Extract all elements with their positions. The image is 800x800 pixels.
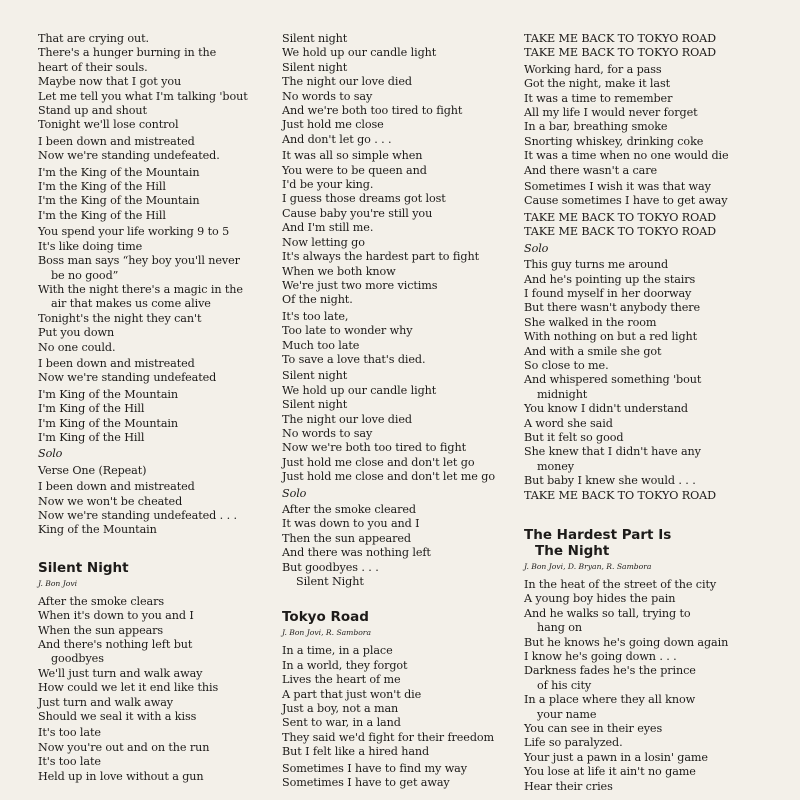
- lyric-line: Solo: [524, 241, 549, 255]
- song-title-line: Silent Night: [38, 559, 129, 576]
- lyric-line: She walked in the room: [524, 315, 657, 329]
- lyric-line: Just hold me close: [282, 118, 384, 132]
- lyric-line: Now you're out and on the run: [38, 740, 210, 754]
- lyric-stanza: [38, 447, 268, 461]
- lyric-line: King of the Mountain: [38, 523, 157, 537]
- lyric-line: You were to be queen and: [282, 163, 427, 177]
- songwriter-credit: J. Bon Jovi: [38, 578, 78, 588]
- lyric-stanza: [38, 135, 268, 164]
- lyric-line: A word she said: [524, 416, 613, 430]
- lyric-line: But I felt like a hired hand: [282, 745, 430, 759]
- lyric-line: In a place where they all know: [524, 693, 696, 707]
- lyric-line: Put you down: [38, 326, 115, 340]
- song-section: [282, 609, 512, 790]
- lyric-stanza: [282, 369, 512, 484]
- lyric-line: Snorting whiskey, drinking coke: [524, 134, 704, 148]
- lyric-line: It was a time when no one would die: [524, 149, 729, 163]
- lyric-line: I'd be your king.: [282, 178, 374, 192]
- lyric-line: Now we're both too tired to fight: [282, 441, 466, 455]
- lyric-line: Just hold me close and don't let me go: [282, 470, 495, 484]
- lyric-line: After the smoke cleared: [282, 503, 416, 516]
- lyric-line: Working hard, for a pass: [524, 62, 662, 76]
- lyric-line: It was down to you and I: [282, 517, 420, 531]
- lyric-stanza: [282, 149, 512, 307]
- lyric-line: Silent Night: [296, 575, 364, 589]
- lyric-line: TAKE ME BACK TO TOKYO ROAD: [524, 488, 717, 502]
- lyric-line: It's too late: [38, 726, 101, 740]
- lyric-line: TAKE ME BACK TO TOKYO ROAD: [524, 210, 717, 224]
- lyric-line: Let me tell you what I'm talking 'bout: [38, 89, 248, 103]
- song-title-line: The Night: [535, 543, 610, 559]
- lyric-line: In a time, in a place: [282, 644, 393, 658]
- lyric-line: Silent night: [282, 32, 348, 45]
- lyric-line: It's too late,: [282, 309, 349, 323]
- lyric-line: Silent night: [282, 369, 348, 383]
- lyrics-section: [282, 32, 512, 589]
- lyric-line: And we're both too tired to fight: [282, 104, 463, 118]
- lyric-line: I'm King of the Hill: [38, 402, 145, 416]
- lyric-line: A part that just won't die: [282, 687, 422, 701]
- lyric-line: Held up in love without a gun: [38, 769, 204, 783]
- lyric-line: I'm King of the Mountain: [38, 416, 178, 430]
- lyric-line: When the sun appears: [38, 623, 164, 637]
- lyrics-section: [524, 32, 769, 503]
- lyric-stanza: [524, 211, 769, 240]
- lyric-line: Your just a pawn in a losin' game: [524, 750, 708, 764]
- lyric-line: Hear their cries: [524, 779, 613, 793]
- lyric-line: TAKE ME BACK TO TOKYO ROAD: [524, 46, 717, 60]
- lyric-line: Just a boy, not a man: [282, 702, 399, 716]
- lyric-line: your name: [537, 707, 597, 721]
- lyric-line: Life so paralyzed.: [524, 736, 623, 750]
- lyric-stanza: [524, 32, 769, 61]
- lyric-line: In a bar, breathing smoke: [524, 120, 668, 134]
- lyric-line: Just hold me close and don't let go: [282, 455, 475, 469]
- lyric-line: You can see in their eyes: [524, 722, 663, 736]
- lyric-line: She knew that I didn't have any: [524, 445, 701, 459]
- lyric-line: And there was nothing left: [282, 546, 431, 560]
- lyric-stanza: [38, 464, 268, 478]
- lyrics-column-2: [282, 32, 512, 793]
- lyric-line: With nothing on but a red light: [524, 330, 698, 344]
- lyric-stanza: [524, 63, 769, 178]
- lyrics-column-3: [524, 32, 769, 796]
- lyric-line: But he knows he's going down again: [524, 635, 729, 649]
- lyric-line: We hold up our candle light: [282, 46, 437, 60]
- lyric-line: All my life I would never forget: [524, 106, 698, 120]
- lyric-line: TAKE ME BACK TO TOKYO ROAD: [524, 32, 717, 45]
- lyric-line: You know I didn't understand: [524, 402, 688, 416]
- lyric-stanza: [524, 180, 769, 209]
- lyric-stanza: [282, 503, 512, 589]
- lyric-line: of his city: [537, 678, 592, 692]
- lyric-stanza: [38, 388, 268, 446]
- lyric-stanza: [282, 644, 512, 759]
- lyric-line: Verse One (Repeat): [38, 463, 147, 477]
- lyric-line: So close to me.: [524, 358, 609, 372]
- lyric-line: It's like doing time: [38, 239, 143, 253]
- lyric-line: No words to say: [282, 426, 373, 440]
- lyric-line: It was a time to remember: [524, 91, 673, 105]
- lyric-line: Tonight's the night they can't: [38, 311, 202, 325]
- lyric-line: money: [537, 459, 574, 473]
- lyric-line: Now we're standing undefeated: [38, 371, 217, 385]
- lyric-line: No words to say: [282, 89, 373, 103]
- lyric-line: Now letting go: [282, 235, 365, 249]
- lyric-line: Cause sometimes I have to get away: [524, 194, 728, 208]
- lyric-line: There's a hunger burning in the: [38, 46, 217, 60]
- lyric-line: I been down and mistreated: [38, 480, 195, 494]
- lyric-line: I been down and mistreated: [38, 134, 195, 148]
- lyric-line: Got the night, make it last: [524, 77, 671, 91]
- lyric-line: I'm the King of the Hill: [38, 208, 166, 222]
- lyric-line: I'm King of the Hill: [38, 430, 145, 444]
- lyric-line: Sometimes I have to get away: [282, 776, 450, 790]
- lyric-line: I'm the King of the Mountain: [38, 165, 200, 179]
- lyric-line: With the night there's a magic in the: [38, 282, 243, 296]
- lyric-line: In the heat of the street of the city: [524, 578, 717, 591]
- lyric-line: And don't let go . . .: [282, 132, 392, 146]
- lyric-line: goodbyes: [51, 652, 104, 666]
- lyric-stanza: [38, 595, 268, 725]
- lyric-stanza: [524, 258, 769, 503]
- lyric-line: Solo: [282, 486, 307, 500]
- lyric-line: midnight: [537, 387, 588, 401]
- song-title-line: The Hardest Part Is: [524, 527, 672, 543]
- lyric-line: Boss man says “hey boy you'll never: [38, 254, 240, 268]
- lyric-line: TAKE ME BACK TO TOKYO ROAD: [524, 225, 717, 239]
- lyric-line: Solo: [38, 447, 63, 461]
- lyric-line: Silent night: [282, 398, 348, 412]
- lyric-line: How could we let it end like this: [38, 681, 219, 695]
- lyric-line: It was all so simple when: [282, 149, 423, 163]
- lyric-line: The night our love died: [282, 75, 412, 89]
- lyric-line: Stand up and shout: [38, 104, 147, 118]
- lyric-stanza: [524, 242, 769, 256]
- lyric-line: Much too late: [282, 338, 360, 352]
- lyric-line: No one could.: [38, 340, 116, 354]
- lyrics-column-1: [38, 32, 268, 786]
- lyric-line: I'm the King of the Hill: [38, 180, 166, 194]
- lyric-line: heart of their souls.: [38, 60, 148, 74]
- lyric-line: You lose at life it ain't no game: [524, 765, 696, 779]
- lyric-line: But it felt so good: [524, 430, 624, 444]
- lyric-line: It's always the hardest part to fight: [282, 250, 479, 264]
- lyric-line: Now we're standing undefeated . . .: [38, 509, 237, 522]
- song-title: [524, 527, 769, 559]
- lyric-line: And there's nothing left but: [38, 638, 193, 652]
- lyric-line: I been down and mistreated: [38, 356, 195, 370]
- lyric-line: And he's pointing up the stairs: [524, 272, 696, 286]
- lyric-line: Sent to war, in a land: [282, 716, 401, 730]
- lyric-line: And there wasn't a care: [524, 163, 657, 177]
- lyric-line: And whispered something 'bout: [524, 373, 702, 387]
- lyric-line: And he walks so tall, trying to: [524, 606, 691, 620]
- songwriter-credit: J. Bon Jovi, R. Sambora: [282, 628, 371, 638]
- lyric-line: I know he's going down . . .: [524, 650, 677, 664]
- lyric-line: But baby I knew she would . . .: [524, 474, 696, 488]
- lyric-stanza: [38, 166, 268, 224]
- lyric-line: Sometimes I wish it was that way: [524, 180, 711, 194]
- lyric-line: To save a love that's died.: [282, 352, 426, 366]
- lyric-line: I'm King of the Mountain: [38, 387, 178, 401]
- song-title-line: Tokyo Road: [282, 609, 369, 626]
- lyric-line: Sometimes I have to find my way: [282, 761, 467, 775]
- lyric-stanza: [282, 32, 512, 147]
- lyric-line: I'm the King of the Mountain: [38, 194, 200, 208]
- lyric-line: Silent night: [282, 60, 348, 74]
- lyric-line: They said we'd fight for their freedom: [282, 730, 495, 744]
- lyric-line: But goodbyes . . .: [282, 560, 379, 574]
- lyric-line: And with a smile she got: [524, 344, 662, 358]
- lyric-line: Now we won't be cheated: [38, 494, 183, 508]
- lyric-line: We'll just turn and walk away: [38, 666, 203, 680]
- lyric-line: It's too late: [38, 755, 101, 769]
- song-section: [524, 527, 769, 794]
- lyric-line: I guess those dreams got lost: [282, 192, 446, 206]
- lyric-line: But there wasn't anybody there: [524, 301, 701, 315]
- lyric-stanza: [38, 32, 268, 133]
- lyric-line: In a world, they forgot: [282, 658, 408, 672]
- lyric-line: Too late to wonder why: [282, 324, 413, 338]
- songwriter-credit: J. Bon Jovi, D. Bryan, R. Sambora: [524, 562, 652, 571]
- lyric-stanza: [282, 310, 512, 368]
- lyric-line: Should we seal it with a kiss: [38, 710, 197, 724]
- lyric-line: Now we're standing undefeated.: [38, 149, 220, 163]
- lyric-line: hang on: [537, 621, 583, 635]
- lyric-line: The night our love died: [282, 412, 412, 426]
- lyric-line: be no good”: [51, 268, 119, 282]
- lyric-stanza: [282, 762, 512, 791]
- lyric-stanza: [38, 357, 268, 386]
- song-title: [38, 560, 268, 576]
- lyric-line: You spend your life working 9 to 5: [38, 225, 230, 239]
- lyric-line: Cause baby you're still you: [282, 206, 433, 220]
- lyric-line: Maybe now that I got you: [38, 75, 182, 89]
- lyric-line: I found myself in her doorway: [524, 286, 692, 300]
- lyric-line: We're just two more victims: [282, 278, 438, 292]
- lyric-line: Then the sun appeared: [282, 531, 411, 545]
- lyric-line: This guy turns me around: [524, 258, 669, 272]
- lyric-stanza: [38, 225, 268, 355]
- lyric-stanza: [38, 726, 268, 784]
- lyric-stanza: [282, 487, 512, 501]
- lyric-line: After the smoke clears: [38, 594, 164, 608]
- lyric-stanza: [38, 480, 268, 538]
- lyric-line: Of the night.: [282, 293, 353, 307]
- lyric-stanza: [524, 578, 769, 794]
- lyric-line: Lives the heart of me: [282, 673, 401, 687]
- song-section: [38, 560, 268, 784]
- lyric-line: When it's down to you and I: [38, 609, 194, 623]
- lyric-line: Tonight we'll lose control: [38, 118, 179, 132]
- lyrics-section: [38, 32, 268, 538]
- song-title: [282, 609, 512, 625]
- lyric-line: A young boy hides the pain: [524, 592, 676, 606]
- lyric-line: We hold up our candle light: [282, 383, 437, 397]
- lyric-line: And I'm still me.: [282, 221, 374, 235]
- lyric-line: Darkness fades he's the prince: [524, 664, 696, 678]
- lyric-line: That are crying out.: [38, 32, 150, 45]
- lyric-line: When we both know: [282, 264, 396, 278]
- lyric-line: Just turn and walk away: [38, 695, 173, 709]
- lyric-line: air that makes us come alive: [51, 297, 211, 311]
